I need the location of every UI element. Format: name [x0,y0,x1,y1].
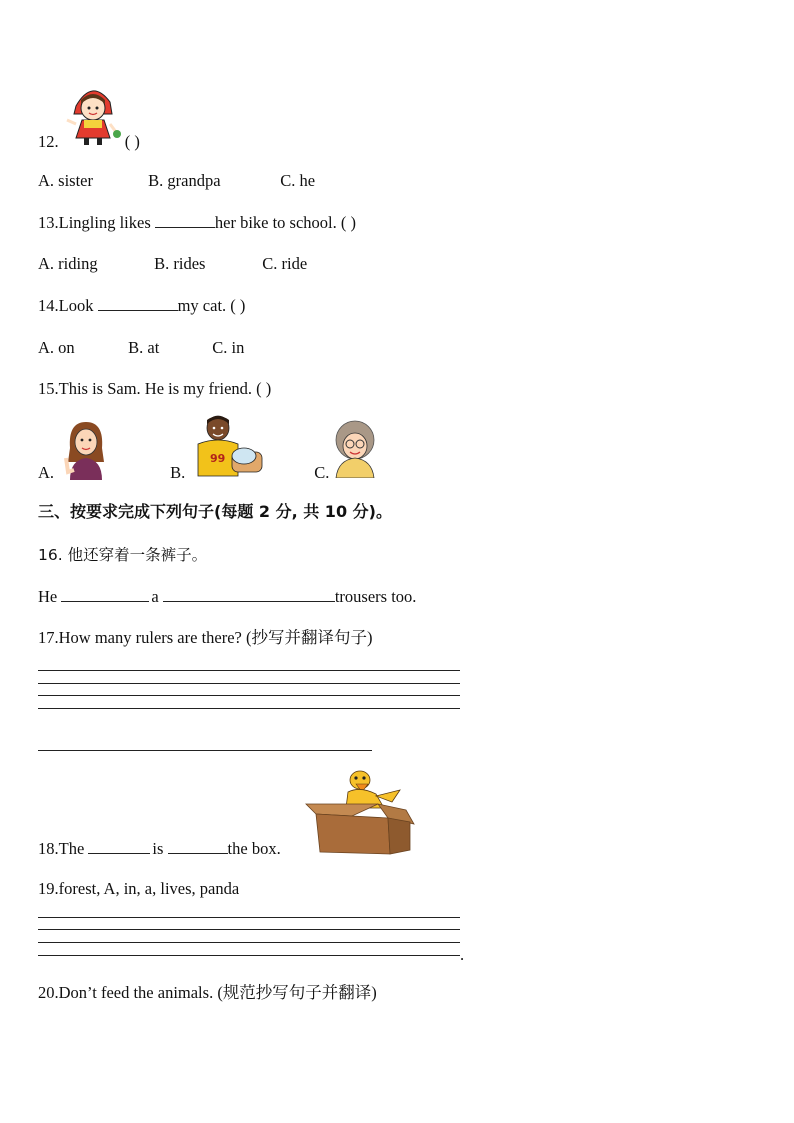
q14-answer-blank[interactable] [98,296,178,311]
q19-writing-line[interactable] [38,917,460,918]
q15-option-a-label: A. [38,463,55,482]
q14-option-b: B. at [128,338,160,357]
q13-answer-blank[interactable] [155,213,215,228]
q13-option-c: C. ride [262,254,308,273]
q12-number: 12. [38,132,59,151]
q15-stem: 15.This is Sam. He is my friend. ( ) [38,379,272,398]
grandma-portrait-picture [330,420,380,478]
q17-writing-line[interactable] [38,670,460,671]
q18-stem-middle: is [152,839,168,858]
q12-option-b: B. grandpa [148,171,221,190]
q12-option-a: A. sister [38,171,93,190]
q13-stem-start: 13.Lingling likes [38,213,155,232]
q19-words: 19.forest, A, in, a, lives, panda [38,879,240,898]
q14-option-c: C. in [212,338,245,357]
q13-option-b: B. rides [154,254,206,273]
q17-instruction: 17.How many rulers are there? (抄写并翻译句子) [38,628,373,647]
girl-portrait-picture [62,418,110,480]
q19-writing-line[interactable] [38,942,460,943]
q16-prompt: 16. 他还穿着一条裤子。 [38,546,208,564]
duck-in-box-picture [302,768,418,858]
q16-word-a: a [151,587,163,606]
q19-writing-line[interactable] [38,955,460,956]
q17-translation-line[interactable] [38,750,372,751]
q18-stem-end: the box. [227,839,281,858]
section-3-heading: 三、按要求完成下列句子(每题 2 分, 共 10 分)。 [38,502,392,521]
q14-stem-start: 14.Look [38,296,98,315]
q16-blank-2[interactable] [163,587,335,602]
q13-option-a: A. riding [38,254,98,273]
q14-stem-end: my cat. ( ) [177,296,246,315]
q16-word-he: He [38,587,62,606]
q19-writing-line[interactable] [38,929,460,930]
q12-answer-paren: ( ) [124,132,140,151]
q17-writing-line[interactable] [38,708,460,709]
q13-stem-end: her bike to school. ( ) [214,213,357,232]
q17-writing-line[interactable] [38,695,460,696]
q14-option-a: A. on [38,338,75,357]
q12-option-c: C. he [280,171,316,190]
q18-blank-2[interactable] [168,839,228,854]
q17-writing-line[interactable] [38,683,460,684]
q18-stem-start: 18.The [38,839,89,858]
q16-word-end: trousers too. [334,587,417,606]
q20-instruction: 20.Don’t feed the animals. (规范抄写句子并翻译) [38,983,377,1002]
q15-option-c-label: C. [314,463,330,482]
q16-blank-1[interactable] [61,587,149,602]
q18-blank-1[interactable] [88,839,150,854]
svg-text:99: 99 [210,452,226,465]
q19-period: . [460,945,465,964]
q15-option-b-label: B. [170,463,186,482]
boy-football-player-picture [192,414,264,480]
